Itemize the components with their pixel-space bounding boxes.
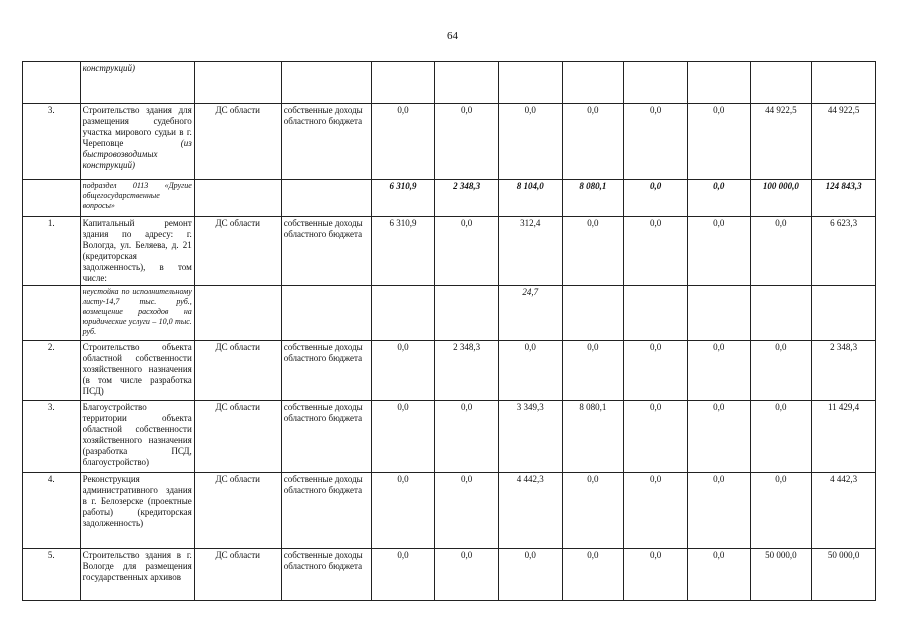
row-number: 2.	[23, 341, 81, 401]
value-cell: 6 310,9	[371, 180, 435, 217]
executor	[194, 62, 281, 104]
executor	[194, 286, 281, 341]
value-cell: 0,0	[498, 549, 562, 601]
row-number: 3.	[23, 104, 81, 180]
value-cell: 50 000,0	[750, 549, 812, 601]
value-cell: 2 348,3	[435, 180, 499, 217]
value-cell: 6 310,9	[371, 217, 435, 286]
value-cell: 0,0	[498, 341, 562, 401]
value-cell: 0,0	[687, 473, 750, 549]
executor: ДС области	[194, 341, 281, 401]
object-name-main: Строительство здания для размещения судебного участка мирового судьи в г. Череповце	[82, 105, 192, 148]
value-cell: 0,0	[562, 549, 624, 601]
value-cell: 124 843,3	[812, 180, 876, 217]
value-cell: 8 080,1	[562, 401, 624, 473]
value-cell: 6 623,3	[812, 217, 876, 286]
funding-source: собственные доходы областного бюджета	[281, 549, 371, 601]
value-cell: 44 922,5	[750, 104, 812, 180]
value-cell	[498, 62, 562, 104]
value-cell: 0,0	[624, 549, 688, 601]
executor: ДС области	[194, 549, 281, 601]
executor: ДС области	[194, 473, 281, 549]
table-row	[23, 286, 876, 341]
row-number: 5.	[23, 549, 81, 601]
value-cell: 0,0	[562, 217, 624, 286]
value-cell: 0,0	[687, 180, 750, 217]
funding-source: собственные доходы областного бюджета	[281, 104, 371, 180]
value-cell: 0,0	[562, 104, 624, 180]
funding-source	[281, 286, 371, 341]
value-cell: 2 348,3	[435, 341, 499, 401]
row-number: 3.	[23, 401, 81, 473]
value-cell	[687, 62, 750, 104]
object-name: конструкций)	[80, 62, 194, 104]
value-cell	[624, 62, 688, 104]
value-cell: 312,4	[498, 217, 562, 286]
executor: ДС области	[194, 104, 281, 180]
value-cell: 2 348,3	[812, 341, 876, 401]
value-cell: 0,0	[687, 401, 750, 473]
executor: ДС области	[194, 217, 281, 286]
table-row	[23, 549, 876, 601]
executor: ДС области	[194, 401, 281, 473]
value-cell: 100 000,0	[750, 180, 812, 217]
value-cell: 0,0	[435, 549, 499, 601]
value-cell: 0,0	[371, 341, 435, 401]
value-cell: 0,0	[750, 341, 812, 401]
value-cell: 8 080,1	[562, 180, 624, 217]
value-cell: 0,0	[371, 401, 435, 473]
executor	[194, 180, 281, 217]
funding-source: собственные доходы областного бюджета	[281, 217, 371, 286]
value-cell: 0,0	[687, 549, 750, 601]
page-number: 64	[447, 30, 458, 42]
value-cell	[435, 286, 499, 341]
value-cell: 50 000,0	[812, 549, 876, 601]
table-row	[23, 104, 876, 180]
value-cell: 0,0	[498, 104, 562, 180]
table-row	[23, 217, 876, 286]
row-number: 1.	[23, 217, 81, 286]
value-cell: 0,0	[624, 104, 688, 180]
value-cell: 0,0	[562, 473, 624, 549]
value-cell	[435, 62, 499, 104]
object-name: Капитальный ремонт здания по адресу: г. Вологда, ул. Беляева, д. 21 (кредиторская задолженность), в том числе:	[80, 217, 194, 286]
subsection-name: подраздел 0113 «Другие общегосударственные вопросы»	[80, 180, 194, 217]
object-name: Благоустройство территории объекта областной собственности хозяйственного назначения (разработка ПСД, благоустройство)	[80, 401, 194, 473]
value-cell: 0,0	[435, 473, 499, 549]
value-cell: 0,0	[750, 473, 812, 549]
funding-source: собственные доходы областного бюджета	[281, 473, 371, 549]
value-cell: 4 442,3	[498, 473, 562, 549]
value-cell: 4 442,3	[812, 473, 876, 549]
value-cell: 0,0	[624, 401, 688, 473]
value-cell: 3 349,3	[498, 401, 562, 473]
value-cell: 0,0	[750, 217, 812, 286]
value-cell: 0,0	[371, 549, 435, 601]
value-cell: 0,0	[371, 104, 435, 180]
value-cell	[812, 286, 876, 341]
value-cell	[371, 62, 435, 104]
value-cell: 0,0	[435, 104, 499, 180]
value-cell	[562, 62, 624, 104]
row-number	[23, 286, 81, 341]
table-row	[23, 62, 876, 104]
value-cell: 44 922,5	[812, 104, 876, 180]
value-cell	[562, 286, 624, 341]
object-name: Реконструкция административного здания в г. Белозерске (проектные работы) (кредиторская задолженность)	[80, 473, 194, 549]
value-cell: 0,0	[687, 217, 750, 286]
value-cell: 0,0	[435, 401, 499, 473]
object-name: Строительство объекта областной собственности хозяйственного назначения (в том числе разработка ПСД)	[80, 341, 194, 401]
value-cell	[371, 286, 435, 341]
value-cell: 0,0	[624, 473, 688, 549]
value-cell: 0,0	[624, 217, 688, 286]
value-cell	[750, 62, 812, 104]
value-cell: 0,0	[750, 401, 812, 473]
funding-source: собственные доходы областного бюджета	[281, 341, 371, 401]
object-name	[80, 104, 194, 180]
value-cell: 0,0	[687, 341, 750, 401]
object-name-note: (из быстровозводимых конструкций)	[82, 138, 192, 170]
funding-source: собственные доходы областного бюджета	[281, 401, 371, 473]
value-cell: 0,0	[435, 217, 499, 286]
row-number	[23, 62, 81, 104]
funding-source	[281, 62, 371, 104]
value-cell: 24,7	[498, 286, 562, 341]
value-cell	[812, 62, 876, 104]
object-name: Строительство здания в г. Вологде для размещения государственных архивов	[80, 549, 194, 601]
table-row	[23, 401, 876, 473]
value-cell: 0,0	[371, 473, 435, 549]
value-cell: 0,0	[687, 104, 750, 180]
funding-source	[281, 180, 371, 217]
table-row	[23, 473, 876, 549]
value-cell	[750, 286, 812, 341]
row-number	[23, 180, 81, 217]
value-cell: 0,0	[624, 180, 688, 217]
table-row	[23, 180, 876, 217]
row-number: 4.	[23, 473, 81, 549]
value-cell: 0,0	[562, 341, 624, 401]
budget-table	[22, 61, 876, 601]
value-cell	[687, 286, 750, 341]
object-note: неустойка по исполнительному листу-14,7 тыс. руб., возмещение расходов на юридические услуги – 10,0 тыс. руб.	[80, 286, 194, 341]
value-cell: 8 104,0	[498, 180, 562, 217]
value-cell: 0,0	[624, 341, 688, 401]
table-row	[23, 341, 876, 401]
value-cell: 11 429,4	[812, 401, 876, 473]
value-cell	[624, 286, 688, 341]
